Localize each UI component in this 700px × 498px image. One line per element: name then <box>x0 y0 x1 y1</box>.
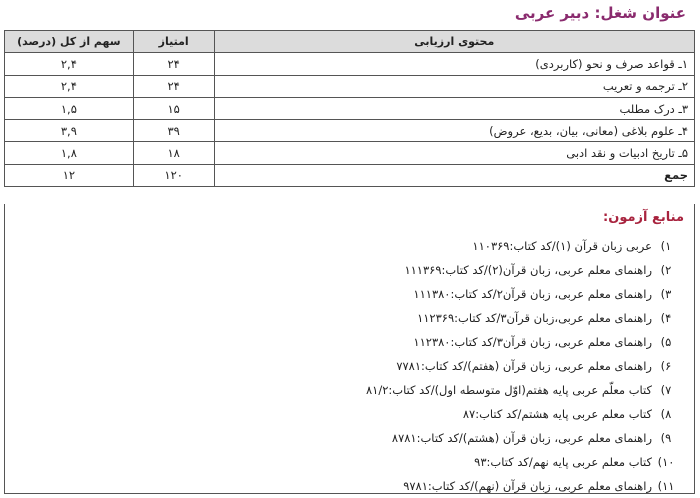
item-text: راهنمای معلم عربی، زبان قرآن۲/کد کتاب:۱۱۱۳۸۰ <box>413 287 652 301</box>
row-content: ۵ـ تاریخ ادبیات و نقد ادبی <box>214 142 694 164</box>
item-text: کتاب معلّم عربی پایه هفتم(اوّل متوسطه اول)/کد کتاب:۸۱/۲ <box>365 383 652 397</box>
item-number: ۳) <box>660 287 672 301</box>
sources-list <box>10 234 680 498</box>
list-item <box>10 234 680 258</box>
item-number: ۴) <box>660 311 672 325</box>
item-text: راهنمای معلم عربی، زبان قرآن (نهم)/کد کتاب:۹۷۸۱ <box>403 479 652 493</box>
assessment-table <box>4 30 695 187</box>
item-number: ۱۱) <box>657 479 675 493</box>
item-number: ۵) <box>660 335 672 349</box>
header-share: سهم از کل (درصد) <box>5 31 134 53</box>
table-row <box>5 97 695 119</box>
list-item <box>10 306 680 330</box>
item-number: ۱) <box>660 239 672 253</box>
row-share: ۲,۴ <box>5 53 134 75</box>
item-text: راهنمای معلم عربی، زبان قرآن (هشتم)/کد کتاب:۸۷۸۱ <box>391 431 652 445</box>
item-text: راهنمای معلم عربی، زبان قرآن۳/کد کتاب:۱۱۲۳۸۰ <box>413 335 652 349</box>
row-share: ۱,۸ <box>5 142 134 164</box>
table-row <box>5 53 695 75</box>
row-content: ۴ـ علوم بلاغی (معانی، بیان، بدیع، عروض) <box>214 120 694 142</box>
row-score: ۲۴ <box>133 53 214 75</box>
header-score: امتیاز <box>133 31 214 53</box>
row-score: ۳۹ <box>133 120 214 142</box>
list-item <box>10 474 680 498</box>
list-item <box>10 354 680 378</box>
table-row <box>5 75 695 97</box>
row-share: ۲,۴ <box>5 75 134 97</box>
table-header-row <box>5 31 695 53</box>
item-text: کتاب معلم عربی پایه هشتم/کد کتاب:۸۷ <box>462 407 652 421</box>
list-item <box>10 330 680 354</box>
list-item <box>10 378 680 402</box>
list-item <box>10 426 680 450</box>
sources-title: منابع آزمون: <box>603 210 684 225</box>
total-share: ۱۲ <box>5 164 134 186</box>
item-number: ۶) <box>660 359 672 373</box>
item-text: عربی زبان قرآن (۱)/کد کتاب:۱۱۰۳۶۹ <box>472 239 652 253</box>
total-label: جمع <box>214 164 694 186</box>
table-row <box>5 120 695 142</box>
list-item <box>10 402 680 426</box>
total-score: ۱۲۰ <box>133 164 214 186</box>
row-share: ۱,۵ <box>5 97 134 119</box>
row-score: ۱۸ <box>133 142 214 164</box>
row-content: ۱ـ قواعد صرف و نحو (کاربردی) <box>214 53 694 75</box>
list-item <box>10 258 680 282</box>
sources-section <box>4 204 695 494</box>
row-score: ۲۴ <box>133 75 214 97</box>
row-score: ۱۵ <box>133 97 214 119</box>
item-number: ۲) <box>660 263 672 277</box>
row-share: ۳,۹ <box>5 120 134 142</box>
item-text: راهنمای معلم عربی،زبان قرآن۳/کد کتاب:۱۱۲۳۶۹ <box>417 311 652 325</box>
table-row <box>5 142 695 164</box>
item-text: کتاب معلم عربی پایه نهم/کد کتاب:۹۳ <box>474 455 652 469</box>
page-title: عنوان شغل: دبیر عربی <box>514 4 686 22</box>
item-text: راهنمای معلم عربی، زبان قرآن(۲)/کد کتاب:۱۱۱۳۶۹ <box>404 263 652 277</box>
table-total-row <box>5 164 695 186</box>
item-text: راهنمای معلم عربی، زبان قرآن (هفتم)/کد کتاب:۷۷۸۱ <box>396 359 652 373</box>
item-number: ۱۰) <box>657 455 675 469</box>
item-number: ۷) <box>660 383 672 397</box>
row-content: ۳ـ درک مطلب <box>214 97 694 119</box>
list-item <box>10 282 680 306</box>
header-content: محتوی ارزیابی <box>214 31 694 53</box>
list-item <box>10 450 680 474</box>
row-content: ۲ـ ترجمه و تعریب <box>214 75 694 97</box>
item-number: ۸) <box>660 407 672 421</box>
item-number: ۹) <box>660 431 672 445</box>
